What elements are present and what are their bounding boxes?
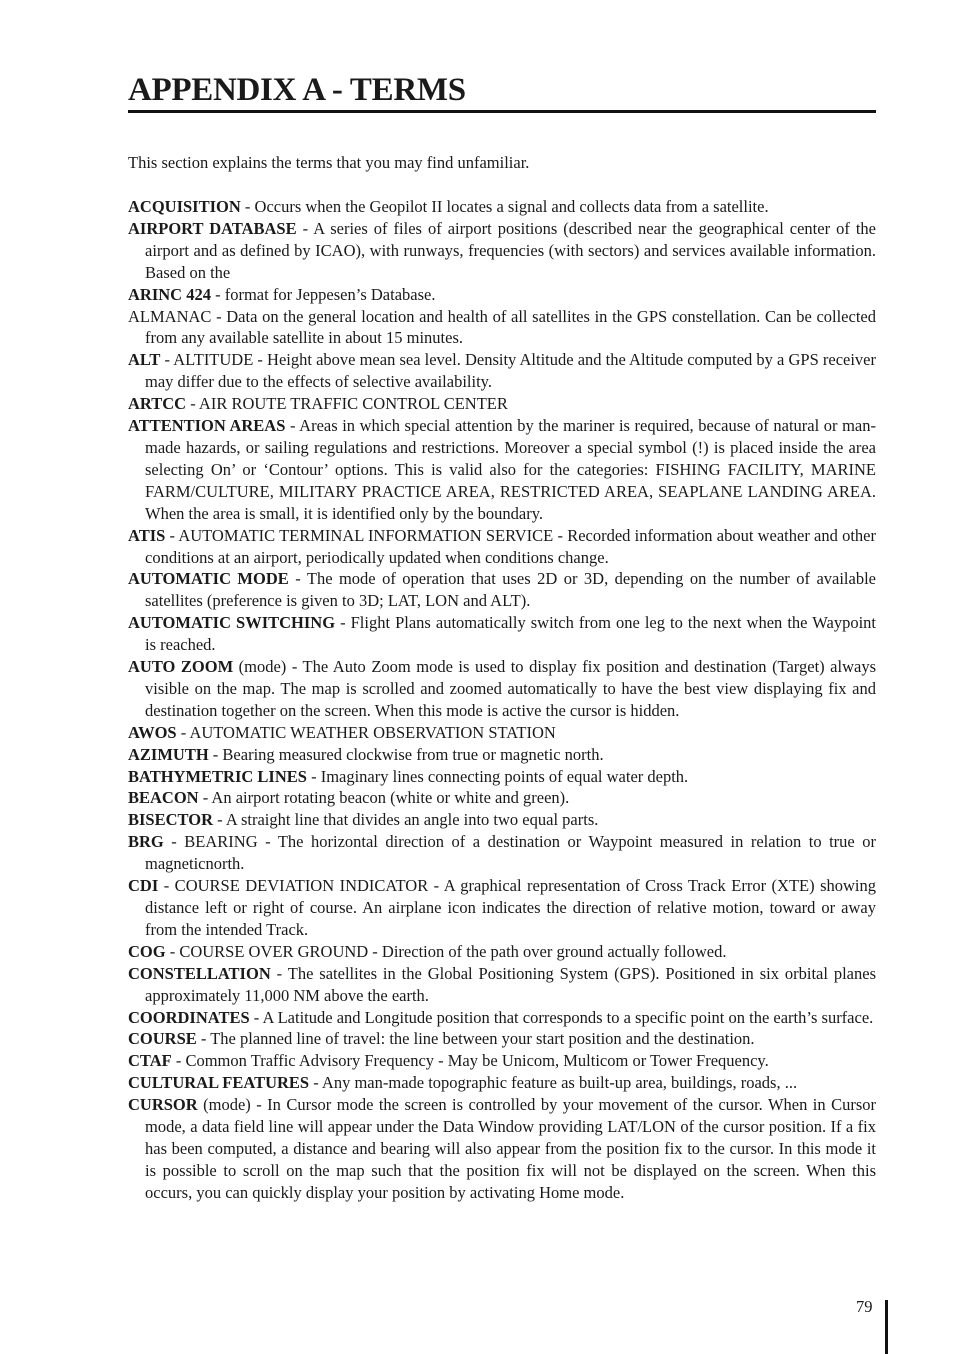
term-name: AUTOMATIC SWITCHING [128,613,336,633]
term-entry [128,766,876,788]
term-name: CTAF [128,1051,172,1071]
term-definition: - Common Traffic Advisory Frequency - May be Unicom, Multicom or Tower Frequency. [171,1051,769,1071]
page-title: APPENDIX A - TERMS [128,70,876,113]
term-name: AUTO ZOOM [128,657,234,677]
term-name: COORDINATES [128,1007,250,1027]
term-definition: - format for Jeppesen’s Database. [210,284,436,304]
term-definition: - ALTITUDE - Height above mean sea level. Density Altitude and the Altitude computed by a GPS receiver may differ due to the effects of selective availability. [145,350,877,392]
term-name: CULTURAL FEATURES [128,1073,310,1093]
term-name: ATTENTION AREAS [128,416,286,436]
term-entry [128,612,876,656]
intro-text: This section explains the terms that you may find unfamiliar. [128,153,530,172]
term-name: AIRPORT DATABASE [128,218,297,238]
term-definition: ALMANAC - Data on the general location and health of all satellites in the GPS constellation. Can be collected from any available satellite in about 15 minutes. [128,306,876,348]
term-entry [128,831,876,875]
term-definition: - Areas in which special attention by the mariner is required, because of natural or man-made hazards, or sailing regulations and restrictions. Moreover a special symbol (!) is placed inside the area selecting On’ or ‘Contour’ options. This is valid also for the categories: FISHING FACILITY, MARINE FARM/CULTURE, MILITARY PRACTICE AREA, RESTRICTED AREA, SEAPLANE LANDING AREA. When the area is small, it is identified only by the boundary. [145,416,876,523]
term-name: CURSOR [128,1095,198,1115]
term-definition: - Occurs when the Geopilot II locates a signal and collects data from a satellite. [240,197,769,216]
term-entry [128,568,876,612]
term-entry [128,963,876,1007]
page-number: 79 [856,1297,873,1316]
term-name: ATIS [128,525,166,545]
term-entry [128,722,876,744]
term-definition: - A straight line that divides an angle into two equal parts. [212,810,599,830]
term-definition: - Flight Plans automatically switch from one leg to the next when the Waypoint is reached. [145,613,876,655]
term-definition: - AUTOMATIC WEATHER OBSERVATION STATION [176,722,556,742]
term-entry [128,306,876,350]
term-definition: - The mode of operation that uses 2D or 3D, depending on the number of available satellites (preference is given to 3D; LAT, LON and ALT). [145,569,876,611]
term-entry [128,1007,876,1029]
term-entry [128,349,876,393]
term-name: BEACON [128,788,199,808]
term-definition: - AUTOMATIC TERMINAL INFORMATION SERVICE - Recorded information about weather and other conditions at an airport, periodically updated when conditions change. [145,525,876,567]
term-name: COG [128,941,166,961]
term-entry [128,1072,876,1094]
term-definition: (mode) - The Auto Zoom mode is used to display fix position and destination (Target) always visible on the map. The map is scrolled and zoomed automatically to have the best view displaying fix and destination together on the screen. When this mode is active the cursor is hidden. [145,657,876,720]
term-definition: - The satellites in the Global Positioning System (GPS). Positioned in six orbital planes approximately 11,000 NM above the earth. [145,963,876,1005]
term-entry [128,787,876,809]
term-entry [128,1094,876,1204]
term-name: CDI [128,876,159,896]
term-name: AWOS [128,722,177,742]
term-entry [128,656,876,722]
term-name: ARINC 424 [128,284,211,304]
term-entry [128,218,876,284]
term-entry [128,1050,876,1072]
term-entry [128,393,876,415]
term-name: BATHYMETRIC LINES [128,766,307,786]
page-edge-rule [885,1300,888,1354]
term-definition: - AIR ROUTE TRAFFIC CONTROL CENTER [186,394,508,414]
term-name: AUTOMATIC MODE [128,569,289,589]
term-name: CONSTELLATION [128,963,271,983]
term-entry [128,809,876,831]
term-definition: - A series of files of airport positions (described near the geographical center of the airport and as defined by ICAO), with runways, frequencies (with sectors) and services available information. Based on the [145,218,876,282]
term-entry [128,744,876,766]
term-entry [128,525,876,569]
term-definition: - COURSE OVER GROUND - Direction of the path over ground actually followed. [165,941,727,961]
terms-list [128,196,876,1204]
term-entry [128,415,876,525]
term-definition: (mode) - In Cursor mode the screen is controlled by your movement of the cursor. When in Cursor mode, a data field line will appear under the Data Window providing LAT/LON of the cursor position. If a fix has been computed, a distance and bearing will also appear from the position fix to the cursor. In this mode it is possible to scroll on the map such that the position fix will not be displayed on the screen. When this occurs, you can quickly display your position by activating Home mode. [145,1095,876,1202]
term-definition: - The planned line of travel: the line between your start position and the destination. [196,1029,755,1049]
term-name: AZIMUTH [128,744,209,764]
term-name: BRG [128,832,164,852]
term-definition: - Bearing measured clockwise from true or magnetic north. [208,744,604,764]
term-definition: - A Latitude and Longitude position that corresponds to a specific point on the earth’s surface. [249,1007,874,1027]
term-entry [128,875,876,941]
term-definition: - COURSE DEVIATION INDICATOR - A graphical representation of Cross Track Error (XTE) showing distance left or right of course. An airplane icon indicates the direction of relative motion, toward or away from the intended Track. [145,876,876,939]
term-entry [128,196,876,218]
term-name: COURSE [128,1029,197,1049]
term-name: ARTCC [128,394,187,414]
term-definition: - Imaginary lines connecting points of equal water depth. [306,766,689,786]
term-name: BISECTOR [128,810,213,830]
term-name: ALT [128,350,161,370]
term-definition: - BEARING - The horizontal direction of a destination or Waypoint measured in relation to true or magneticnorth. [145,832,876,874]
term-entry [128,284,876,306]
term-name: ACQUISITION [128,197,241,216]
term-definition: - Any man-made topographic feature as built-up area, buildings, roads, ... [309,1073,798,1093]
term-definition: - An airport rotating beacon (white or white and green). [198,788,570,808]
term-entry [128,1028,876,1050]
term-entry [128,941,876,963]
